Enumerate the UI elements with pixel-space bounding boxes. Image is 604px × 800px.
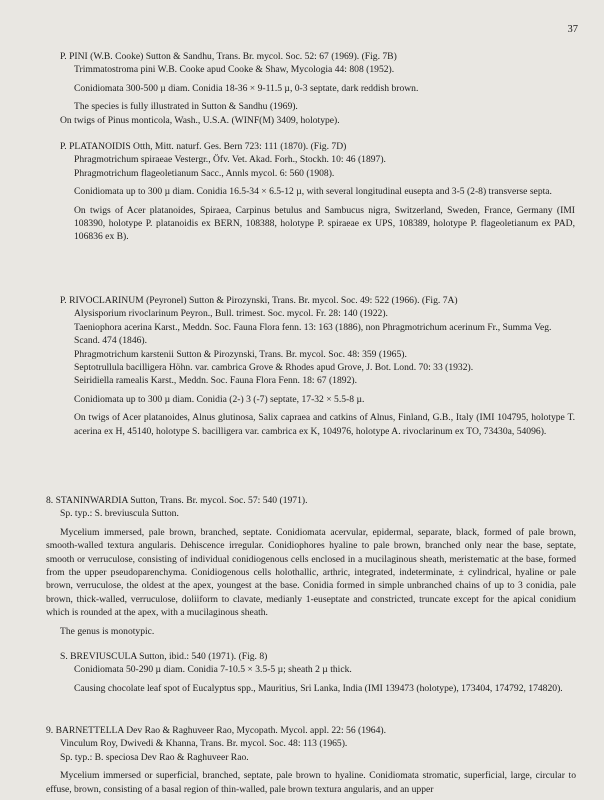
specimens: On twigs of Pinus monticola, Wash., U.S.A. (WINF(M) 3409, holotype). xyxy=(60,114,340,126)
entry-p-rivoclarinum xyxy=(60,294,575,438)
synonym: Vinculum Roy, Dwivedi & Khanna, Trans. Br. mycol. Soc. 48: 113 (1965). xyxy=(60,738,348,750)
page-number: 37 xyxy=(567,24,578,35)
specimens: Causing chocolate leaf spot of Eucalyptus spp., Mauritius, Sri Lanka, India (IMI 139473 (holotype), 173404, 174792, 174820). xyxy=(74,682,563,694)
measurements: Conidiomata up to 300 µ diam. Conidia (2-) 3 (-7) septate, 17-32 × 5.5-8 µ. xyxy=(74,393,365,405)
genus-barnettella xyxy=(46,724,576,796)
type-species: Sp. typ.: S. breviuscula Sutton. xyxy=(60,508,179,520)
synonym: Phragmotrichum flageoletianum Sacc., Annls mycol. 6: 560 (1908). xyxy=(74,167,335,179)
genus-description: Mycelium immersed, pale brown, branched, septate. Conidiomata acervular, epidermal, separate, black, formed of pale brown, smooth-walled textura angularis. Dehiscence irregular. Conidiophores hyaline to pale brown, branched only near the base, septate, smooth or verruculose, consisting of individual conidiogenous cells enclosed in a mucilaginous sheath, meristematic at the base, formed from the upper pseudoparenchyma. Conidiogenous cells holothallic, arthric, integrated, indeterminate, ± cylindrical, hyaline or pale brown, verruculose, the oldest at the apex, youngest at the base. Conidia formed in simple unbranched chains of up to 3 conidia, pale brown, thick-walled, verruculose, doliiform to clavate, medianly 1-euseptate and constricted, truncate except for the apical conidium which is rounded at the apex, with a mucilaginous sheath. xyxy=(46,526,576,619)
measurements: Conidiomata up to 300 µ diam. Conidia 16.5-34 × 6.5-12 µ, with several longitudinal eusepta and 3-5 (2-8) transverse septa. xyxy=(74,186,552,198)
entry-heading: P. PINI (W.B. Cooke) Sutton & Sandhu, Trans. Br. mycol. Soc. 52: 67 (1969). (Fig. 7B) xyxy=(60,51,397,62)
synonym: Seiridiella ramealis Karst., Meddn. Soc. Fauna Flora Fenn. 18: 67 (1892). xyxy=(74,375,357,387)
note: The species is fully illustrated in Sutton & Sandhu (1969). xyxy=(74,101,298,113)
genus-staninwardia xyxy=(46,494,576,638)
synonym: Taeniophora acerina Karst., Meddn. Soc. Fauna Flora fenn. 13: 163 (1886), non Phragmotrichum acerinum Fr., Summa Veg. Scand. 474 (1846). xyxy=(74,321,552,347)
entry-p-platanoidis xyxy=(60,140,575,244)
entry-s-breviuscula xyxy=(60,650,575,695)
synonym: Phragmotrichum karstenii Sutton & Pirozynski, Trans. Br. mycol. Soc. 48: 359 (1965). xyxy=(74,348,407,360)
synonym: Alysisporium rivoclarinum Peyron., Bull. trimest. Soc. mycol. Fr. 28: 140 (1922). xyxy=(74,308,388,320)
synonym: Septotrullula bacilligera Höhn. var. cambrica Grove & Rhodes apud Grove, J. Bot. Lond. 70: 33 (1932). xyxy=(74,362,474,374)
genus-heading: 8. STANINWARDIA Sutton, Trans. Br. mycol. Soc. 57: 540 (1971). xyxy=(46,495,308,506)
genus-heading: 9. BARNETTELLA Dev Rao & Raghuveer Rao, Mycopath. Mycol. appl. 22: 56 (1964). xyxy=(46,725,386,736)
measurements: Conidiomata 50-290 µ diam. Conidia 7-10.5 × 3.5-5 µ; sheath 2 µ thick. xyxy=(74,664,352,676)
specimens: On twigs of Acer platanoides, Spiraea, Carpinus betulus and Sambucus nigra, Switzerland, Sweden, France, Germany (IMI 108390, holotype P. platanoidis ex BERN, 108388, holotype P. spiraeae ex UPS, 108389, holotype P. flageoletianum ex PAD, 106836 ex B). xyxy=(74,204,575,243)
entry-p-pini xyxy=(60,50,560,127)
genus-note: The genus is monotypic. xyxy=(60,625,155,637)
synonym: Trimmatostroma pini W.B. Cooke apud Cooke & Shaw, Mycologia 44: 808 (1952). xyxy=(74,64,395,76)
measurements: Conidiomata 300-500 µ diam. Conidia 18-36 × 9-11.5 µ, 0-3 septate, dark reddish brown. xyxy=(74,82,419,94)
specimens: On twigs of Acer platanoides, Alnus glutinosa, Salix capraea and catkins of Alnus, Finland, G.B., Italy (IMI 104795, holotype T. acerina ex H, 45140, holotype S. bacilligera var. cambrica ex K, 104976, holotype A. rivoclarinum ex TO, 73430a, 54096). xyxy=(74,412,575,437)
genus-description: Mycelium immersed or superficial, branched, septate, pale brown to hyaline. Conidiomata stromatic, superficial, large, circular to effuse, brown, consisting of a basal region of thin-walled, pale brown textura angularis, and an upper xyxy=(46,770,576,795)
entry-heading: P. RIVOCLARINUM (Peyronel) Sutton & Pirozynski, Trans. Br. mycol. Soc. 49: 522 (1966). (Fig. 7A) xyxy=(60,295,458,306)
entry-heading: P. PLATANOIDIS Otth, Mitt. naturf. Ges. Bern 723: 111 (1870). (Fig. 7D) xyxy=(60,141,347,152)
synonym: Phragmotrichum spiraeae Vestergr., Öfv. Vet. Akad. Forh., Stockh. 10: 46 (1897). xyxy=(74,154,386,166)
type-species: Sp. typ.: B. speciosa Dev Rao & Raghuveer Rao. xyxy=(60,751,249,763)
entry-heading: S. BREVIUSCULA Sutton, ibid.: 540 (1971). (Fig. 8) xyxy=(60,651,268,662)
